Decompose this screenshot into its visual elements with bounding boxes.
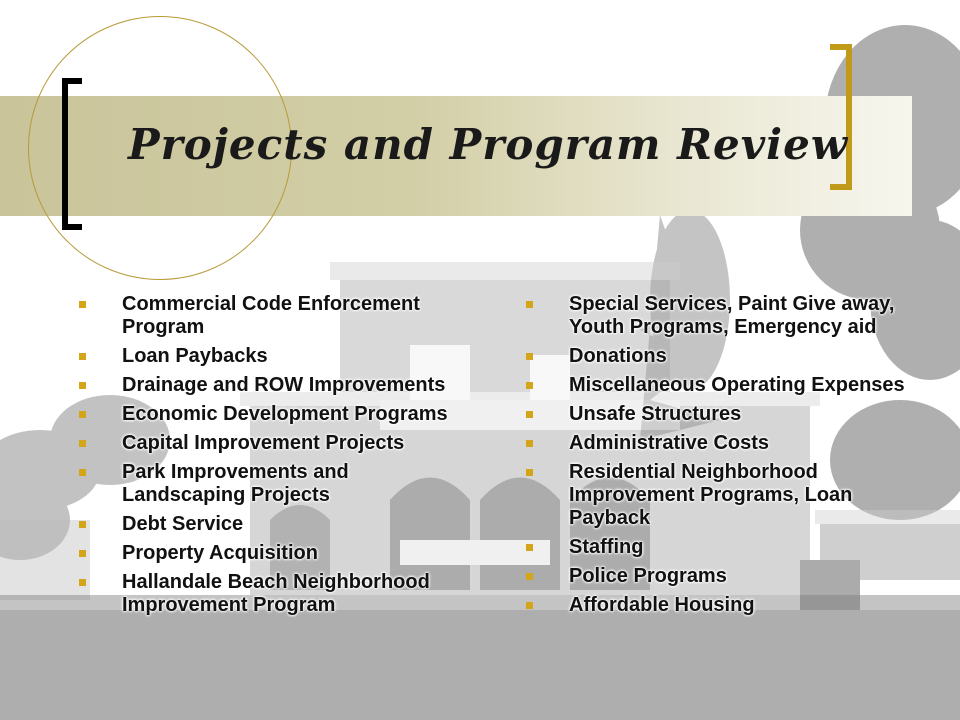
list-item-text: Commercial Code Enforcement Program [122, 293, 420, 338]
list-item [75, 513, 470, 536]
list-item-text: Staffing [569, 536, 644, 558]
square-bullet-icon [526, 440, 533, 447]
list-item-text: Economic Development Programs [122, 403, 448, 425]
list-item [522, 345, 922, 368]
list-item-text: Affordable Housing [569, 594, 755, 616]
square-bullet-icon [526, 573, 533, 580]
square-bullet-icon [79, 411, 86, 418]
square-bullet-icon [79, 579, 86, 586]
list-item [75, 461, 470, 507]
list-item-text: Residential Neighborhood Improvement Programs, Loan Payback [569, 461, 853, 529]
list-item-text: Drainage and ROW Improvements [122, 374, 446, 396]
list-item-text: Police Programs [569, 565, 727, 587]
list-item [522, 461, 922, 530]
list-item [522, 594, 922, 617]
list-item-text: Special Services, Paint Give away, Youth Programs, Emergency aid [569, 293, 895, 338]
list-item [75, 542, 470, 565]
left-bullet-list [75, 293, 470, 623]
list-item [75, 571, 470, 617]
square-bullet-icon [79, 353, 86, 360]
list-item-text: Miscellaneous Operating Expenses [569, 374, 905, 396]
list-item [75, 432, 470, 455]
list-item-text: Property Acquisition [122, 542, 318, 564]
list-item-text: Debt Service [122, 513, 244, 535]
square-bullet-icon [526, 411, 533, 418]
square-bullet-icon [526, 469, 533, 476]
list-item [522, 565, 922, 588]
list-item [522, 432, 922, 455]
slide-title: Projects and Program Review [128, 120, 848, 169]
list-item [522, 293, 922, 339]
left-bracket-decoration [62, 78, 82, 230]
square-bullet-icon [79, 440, 86, 447]
list-item-text: Unsafe Structures [569, 403, 742, 425]
list-item-text: Park Improvements and Landscaping Projects [122, 461, 349, 506]
list-item [75, 345, 470, 368]
list-item [75, 374, 470, 397]
square-bullet-icon [526, 301, 533, 308]
list-item [522, 536, 922, 559]
square-bullet-icon [526, 353, 533, 360]
square-bullet-icon [79, 469, 86, 476]
list-item-text: Loan Paybacks [122, 345, 268, 367]
list-item [522, 374, 922, 397]
square-bullet-icon [526, 544, 533, 551]
square-bullet-icon [79, 550, 86, 557]
square-bullet-icon [79, 382, 86, 389]
list-item [522, 403, 922, 426]
list-item [75, 293, 470, 339]
right-bullet-list [522, 293, 922, 623]
square-bullet-icon [526, 602, 533, 609]
list-item [75, 403, 470, 426]
list-item-text: Capital Improvement Projects [122, 432, 405, 454]
list-item-text: Hallandale Beach Neighborhood Improvement Program [122, 571, 430, 616]
square-bullet-icon [526, 382, 533, 389]
list-item-text: Donations [569, 345, 667, 367]
list-item-text: Administrative Costs [569, 432, 770, 454]
square-bullet-icon [79, 301, 86, 308]
square-bullet-icon [79, 521, 86, 528]
